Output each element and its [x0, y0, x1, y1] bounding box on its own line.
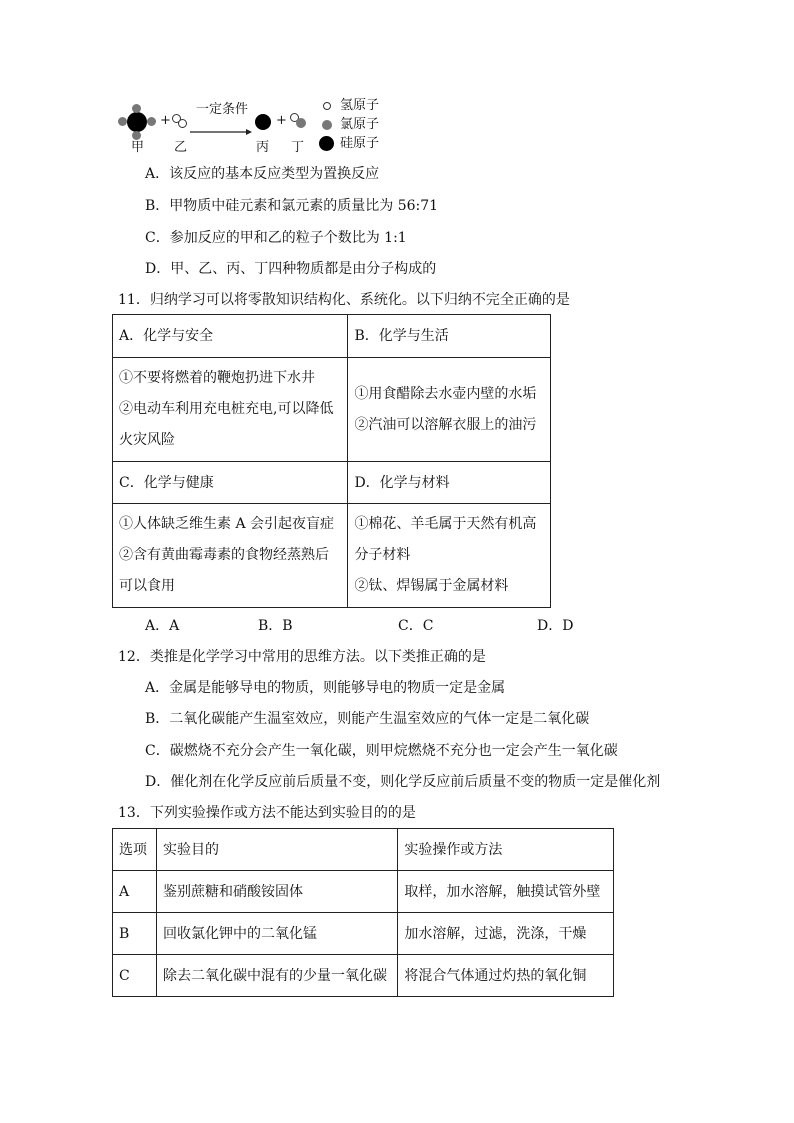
- q13-header-purpose: 实验目的: [156, 829, 397, 871]
- q11-option-d: D．D: [537, 618, 574, 634]
- arrow-icon: [190, 120, 252, 126]
- label-bing: 丙: [256, 140, 270, 155]
- legend-label-silicon: 硅原子: [340, 136, 380, 151]
- molecule-ding-icon: [290, 113, 310, 129]
- q13-stem: 13．下列实验操作或方法不能达到实验目的的是: [118, 805, 416, 821]
- q13-table: [112, 828, 614, 997]
- q11-header-c: C．化学与健康: [113, 462, 348, 504]
- q13-row-c-method: 将混合气体通过灼热的氧化铜: [398, 955, 614, 997]
- molecule-yi-icon: [172, 114, 190, 128]
- q11-d-line-2: 分子材料: [354, 547, 411, 563]
- q13-header-method: 实验操作或方法: [398, 829, 614, 871]
- q10-option-b: B．甲物质中硅元素和氯元素的质量比为 56:71: [145, 198, 439, 214]
- q11-stem: 11．归纳学习可以将零散知识结构化、系统化。以下归纳不完全正确的是: [118, 292, 570, 308]
- q11-option-b: B．B: [258, 618, 293, 634]
- q13-row-c-option: C: [113, 955, 157, 997]
- silicon-atom-icon: [319, 136, 334, 151]
- label-yi: 乙: [174, 140, 188, 155]
- q12-option-d: D．催化剂在化学反应前后质量不变，则化学反应前后质量不变的物质一定是催化剂: [145, 774, 661, 790]
- q12-option-c: C．碳燃烧不充分会产生一氧化碳，则甲烷燃烧不充分也一定会产生一氧化碳: [145, 743, 618, 759]
- q11-c-line-2: ②含有黄曲霉毒素的食物经蒸熟后: [119, 547, 329, 563]
- q11-header-a: A．化学与安全: [113, 315, 348, 358]
- q13-row-b-purpose: 回收氯化钾中的二氧化锰: [156, 913, 397, 955]
- legend: [318, 98, 408, 154]
- q11-cell-a: [113, 358, 348, 462]
- q11-d-line-3: ②钛、焊锡属于金属材料: [354, 578, 509, 594]
- q11-option-a: A．A: [145, 618, 180, 634]
- q11-a-line-1: ①不要将燃着的鞭炮扔进下水井: [119, 370, 315, 386]
- q11-d-line-1: ①棉花、羊毛属于天然有机高: [354, 516, 537, 532]
- q11-table: [112, 314, 551, 608]
- table-row: [113, 871, 614, 913]
- label-jia: 甲: [131, 140, 145, 155]
- q11-cell-b: [348, 358, 551, 462]
- plus-sign-2: +: [276, 113, 287, 128]
- molecule-jia-icon: [117, 108, 157, 136]
- q10-option-c: C．参加反应的甲和乙的粒子个数比为 1:1: [145, 230, 407, 246]
- q11-cell-d: [348, 504, 551, 608]
- q13-row-a-purpose: 鉴别蔗糖和硝酸铵固体: [156, 871, 397, 913]
- q11-header-b: B．化学与生活: [348, 315, 551, 358]
- label-ding: 丁: [291, 140, 305, 155]
- q11-c-line-3: 可以食用: [119, 578, 175, 594]
- legend-label-hydrogen: 氢原子: [340, 98, 380, 113]
- q11-option-c: C．C: [398, 618, 434, 634]
- q12-option-a: A．金属是能够导电的物质，则能够导电的物质一定是金属: [145, 680, 506, 696]
- q11-c-line-1: ①人体缺乏维生素 A 会引起夜盲症: [119, 516, 335, 532]
- chlorine-atom-icon: [322, 120, 332, 130]
- q13-row-b-method: 加水溶解，过滤，洗涤，干燥: [398, 913, 614, 955]
- q13-row-c-purpose: 除去二氧化碳中混有的少量一氧化碳: [156, 955, 397, 997]
- q11-header-d: D．化学与材料: [348, 462, 551, 504]
- reaction-diagram: [0, 0, 794, 160]
- hydrogen-atom-icon: [323, 102, 331, 110]
- plus-sign: +: [160, 113, 171, 128]
- q12-stem: 12．类推是化学学习中常用的思维方法。以下类推正确的是: [118, 649, 486, 665]
- q10-option-a: A．该反应的基本反应类型为置换反应: [145, 166, 380, 182]
- arrow-label: 一定条件: [196, 102, 249, 117]
- q13-header-option: 选项: [113, 829, 157, 871]
- q11-a-line-2: ②电动车利用充电桩充电,可以降低: [119, 401, 334, 417]
- q13-row-a-method: 取样，加水溶解，触摸试管外壁: [398, 871, 614, 913]
- q10-option-d: D．甲、乙、丙、丁四种物质都是由分子构成的: [145, 261, 437, 277]
- q13-row-b-option: B: [113, 913, 157, 955]
- q11-cell-c: [113, 504, 348, 608]
- q11-a-line-3: 火灾风险: [119, 432, 175, 448]
- q11-b-line-1: ①用食醋除去水壶内壁的水垢: [354, 385, 537, 402]
- q12-option-b: B．二氧化碳能产生温室效应，则能产生温室效应的气体一定是二氧化碳: [145, 711, 590, 727]
- table-row: [113, 913, 614, 955]
- legend-label-chlorine: 氯原子: [340, 117, 380, 132]
- q13-row-a-option: A: [113, 871, 157, 913]
- molecule-bing-icon: [255, 114, 271, 130]
- q11-b-line-2: ②汽油可以溶解衣服上的油污: [354, 416, 537, 433]
- table-row: [113, 955, 614, 997]
